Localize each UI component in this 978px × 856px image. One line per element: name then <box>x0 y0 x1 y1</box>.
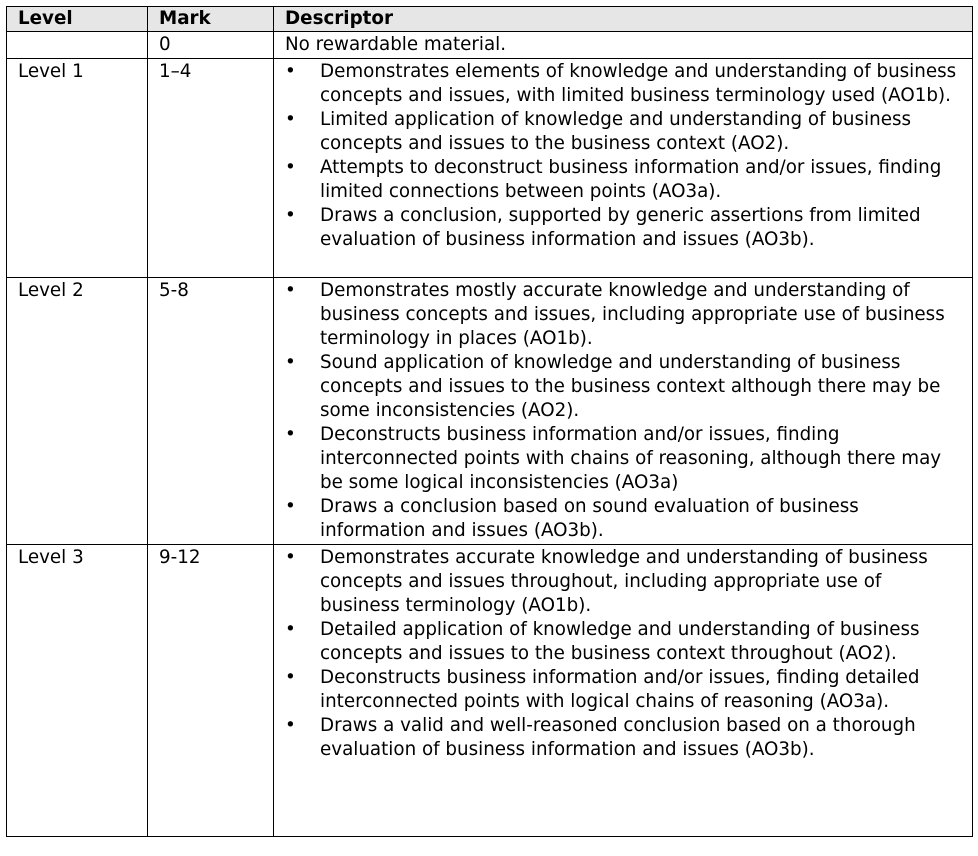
descriptor-cell <box>274 545 973 837</box>
descriptor-bullet-list <box>285 546 972 762</box>
descriptor-bullet: • Detailed application of knowledge and understanding of business concepts and issues to the business context throughout (AO2). <box>285 618 972 666</box>
descriptor-bullet: • Draws a conclusion, supported by generic assertions from limited evaluation of business information and issues (AO3b). <box>285 204 972 252</box>
mark-cell: 5-8 <box>148 278 274 545</box>
table-row <box>7 59 973 278</box>
table-row <box>7 32 973 59</box>
header-row <box>7 7 973 32</box>
descriptor-bullet-list <box>285 279 972 543</box>
descriptor-bullet-list <box>285 60 972 252</box>
descriptor-header: Descriptor <box>274 7 973 32</box>
descriptor-cell <box>274 59 973 278</box>
level-header: Level <box>7 7 148 32</box>
level-cell <box>7 32 148 59</box>
level-cell: Level 2 <box>7 278 148 545</box>
descriptor-bullet: • Draws a conclusion based on sound evaluation of business information and issues (AO3b). <box>285 495 972 543</box>
descriptor-bullet: • Limited application of knowledge and understanding of business concepts and issues to the business context (AO2). <box>285 108 972 156</box>
descriptor-bullet: • Demonstrates accurate knowledge and understanding of business concepts and issues throughout, including appropriate use of business terminology (AO1b). <box>285 546 972 618</box>
descriptor-bullet: • Attempts to deconstruct business information and/or issues, finding limited connections between points (AO3a). <box>285 156 972 204</box>
mark-cell: 1–4 <box>148 59 274 278</box>
mark-cell: 9-12 <box>148 545 274 837</box>
mark-scheme-table <box>6 6 973 837</box>
descriptor-bullet: • Deconstructs business information and/or issues, finding detailed interconnected points with logical chains of reasoning (AO3a). <box>285 666 972 714</box>
descriptor-bullet: • Sound application of knowledge and understanding of business concepts and issues to the business context although there may be some inconsistencies (AO2). <box>285 351 972 423</box>
descriptor-bullet: • Demonstrates elements of knowledge and understanding of business concepts and issues, with limited business terminology used (AO1b). <box>285 60 972 108</box>
descriptor-bullet: • Demonstrates mostly accurate knowledge and understanding of business concepts and issues, including appropriate use of business terminology in places (AO1b). <box>285 279 972 351</box>
descriptor-cell: No rewardable material. <box>274 32 973 59</box>
descriptor-cell <box>274 278 973 545</box>
table-row <box>7 278 973 545</box>
descriptor-bullet: • Deconstructs business information and/or issues, finding interconnected points with chains of reasoning, although there may be some logical inconsistencies (AO3a) <box>285 423 972 495</box>
level-cell: Level 3 <box>7 545 148 837</box>
level-cell: Level 1 <box>7 59 148 278</box>
descriptor-bullet: • Draws a valid and well-reasoned conclusion based on a thorough evaluation of business information and issues (AO3b). <box>285 714 972 762</box>
table-row <box>7 545 973 837</box>
mark-header: Mark <box>148 7 274 32</box>
mark-cell: 0 <box>148 32 274 59</box>
